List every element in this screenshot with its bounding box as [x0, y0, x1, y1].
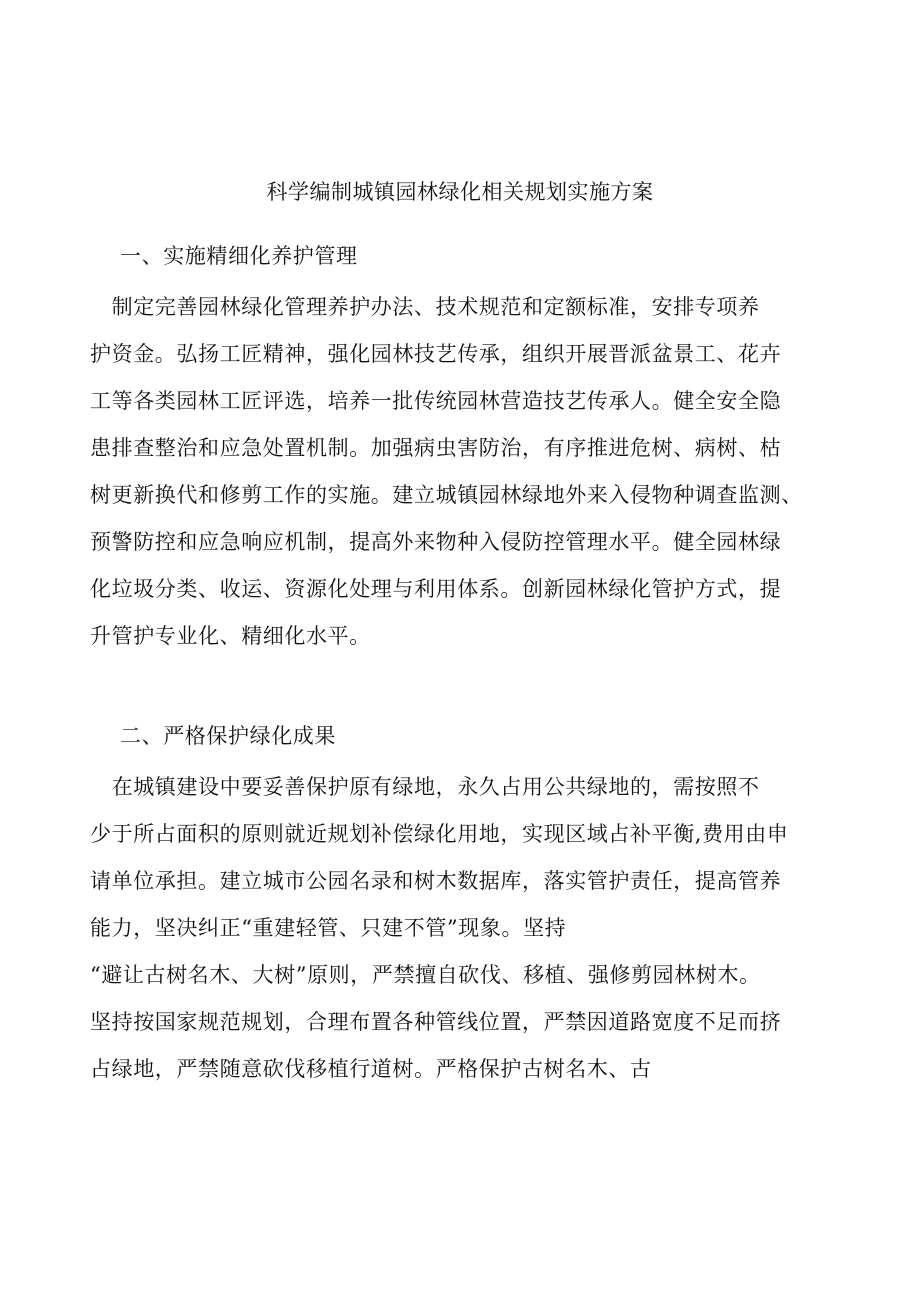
- paragraph-line: 在城镇建设中要妥善保护原有绿地，永久占用公共绿地的，需按照不: [90, 775, 760, 799]
- section-paragraph-1: [90, 284, 842, 660]
- document-title: 科学编制城镇园林绿化相关规划实施方案: [266, 180, 654, 204]
- paragraph-line: 占绿地，严禁随意砍伐移植行道树。严格保护古树名木、古: [90, 1057, 652, 1081]
- paragraph-line: 化垃圾分类、收运、资源化处理与利用体系。创新园林绿化管护方式，提: [90, 577, 782, 601]
- paragraph-line: 能力，坚决纠正“重建轻管、只建不管”现象。坚持: [90, 916, 567, 940]
- paragraph-line: 护资金。弘扬工匠精神，强化园林技艺传承，组织开展晋派盆景工、花卉: [90, 342, 782, 366]
- paragraph-line: 制定完善园林绿化管理养护办法、技术规范和定额标准，安排专项养: [90, 295, 760, 319]
- paragraph-line: 患排查整治和应急处置机制。加强病虫害防治，有序推进危树、病树、枯: [90, 436, 782, 460]
- paragraph-line: 预警防控和应急响应机制，提高外来物种入侵防控管理水平。健全园林绿: [90, 530, 782, 554]
- section-heading-1: 一、实施精细化养护管理: [120, 244, 358, 268]
- paragraph-line: 升管护专业化、精细化水平。: [90, 624, 371, 648]
- section-paragraph-2: [90, 764, 842, 1093]
- paragraph-line: “避让古树名木、大树”原则，严禁擅自砍伐、移植、强修剪园林树木。: [90, 963, 761, 987]
- paragraph-line: 少于所占面积的原则就近规划补偿绿化用地，实现区域占补平衡,费用由申: [90, 822, 789, 846]
- paragraph-line: 请单位承担。建立城市公园名录和树木数据库，落实管护责任，提高管养: [90, 869, 782, 893]
- section-heading-2: 二、严格保护绿化成果: [120, 724, 336, 748]
- paragraph-line: 工等各类园林工匠评选，培养一批传统园林营造技艺传承人。健全安全隐: [90, 389, 782, 413]
- paragraph-line: 树更新换代和修剪工作的实施。建立城镇园林绿地外来入侵物种调查监测、: [90, 483, 803, 507]
- paragraph-line: 坚持按国家规范规划，合理布置各种管线位置，严禁因道路宽度不足而挤: [90, 1010, 782, 1034]
